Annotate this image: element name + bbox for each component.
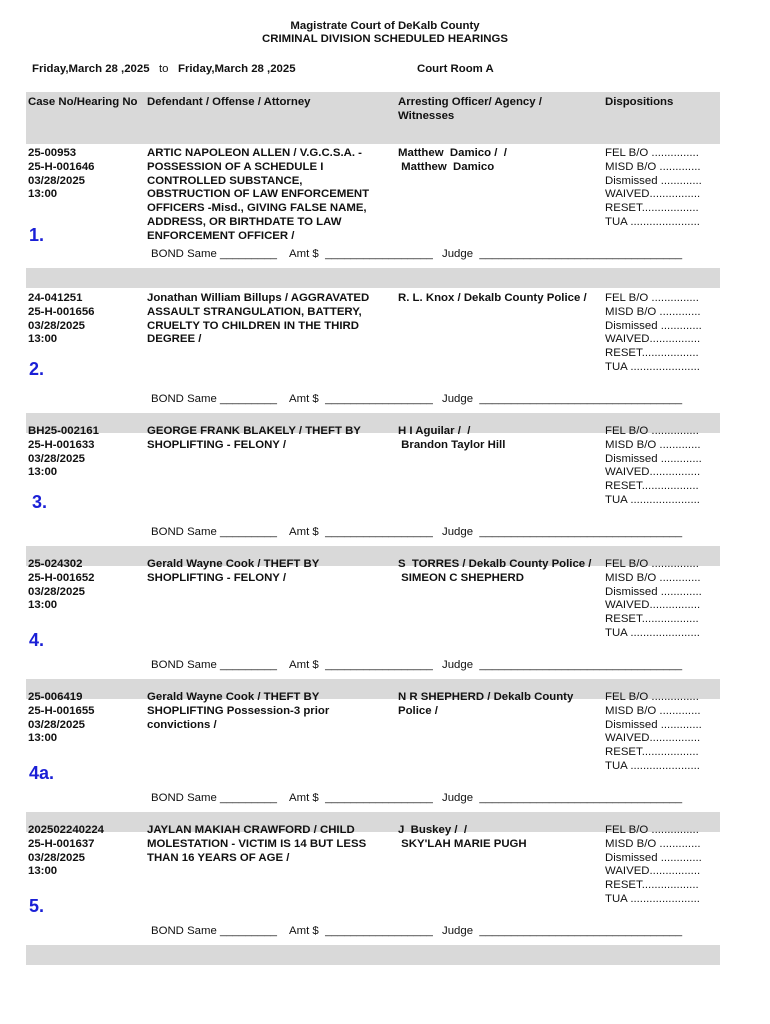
disposition-option: RESET.................. — [605, 613, 699, 626]
date-to-word: to — [159, 63, 169, 75]
amount-field: Amt $ _________________ — [289, 792, 433, 804]
case-number-annotation: 4a. — [29, 763, 55, 783]
disposition-option: WAIVED................ — [605, 865, 701, 878]
judge-field: Judge ________________________________ — [442, 925, 683, 937]
disposition-option: FEL B/O ............... — [605, 292, 699, 304]
disposition-option: RESET.................. — [605, 879, 699, 892]
row-separator — [26, 945, 720, 965]
arresting-officer: J Buskey / / SKY'LAH MARIE PUGH — [398, 824, 527, 850]
arresting-officer: R. L. Knox / Dekalb County Police / — [398, 292, 587, 304]
dispositions-list — [605, 292, 702, 375]
disposition-option: WAIVED................ — [605, 599, 701, 612]
col-header-defendant: Defendant / Offense / Attorney — [147, 96, 311, 108]
disposition-option: MISD B/O ............. — [605, 160, 701, 173]
case-info: 25-024302 25-H-001652 03/28/2025 13:00 — [28, 558, 95, 612]
disposition-option: Dismissed ............. — [605, 174, 702, 187]
amount-field: Amt $ _________________ — [289, 248, 433, 260]
defendant-offense: GEORGE FRANK BLAKELY / THEFT BY SHOPLIFTING - FELONY / — [147, 425, 361, 451]
case-info: 25-006419 25-H-001655 03/28/2025 13:00 — [28, 691, 95, 745]
row-separator — [26, 268, 720, 288]
case-info: 25-00953 25-H-001646 03/28/2025 13:00 — [28, 147, 95, 201]
disposition-option: FEL B/O ............... — [605, 691, 699, 703]
bond-field: BOND Same _________ — [151, 526, 278, 538]
disposition-option: WAIVED................ — [605, 732, 701, 745]
arresting-officer: N R SHEPHERD / Dekalb County Police / — [398, 691, 574, 717]
disposition-option: FEL B/O ............... — [605, 824, 699, 836]
defendant-offense: Gerald Wayne Cook / THEFT BY SHOPLIFTING Possession-3 prior convictions / — [147, 691, 330, 731]
bond-field: BOND Same _________ — [151, 925, 278, 937]
arresting-officer: S TORRES / Dekalb County Police / SIMEON C SHEPHERD — [398, 558, 592, 584]
defendant-offense: ARTIC NAPOLEON ALLEN / V.G.C.S.A. - POSSESSION OF A SCHEDULE I CONTROLLED SUBSTANCE, OBSTRUCTION OF LAW ENFORCEMENT OFFICERS -Misd., GIVING FALSE NAME, ADDRESS, OR BIRTHDATE TO LAW ENFORCEMENT OFFICER / — [147, 147, 370, 242]
col-header-case: Case No/Hearing No — [28, 96, 138, 108]
defendant-offense: Jonathan William Billups / AGGRAVATED ASSAULT STRANGULATION, BATTERY, CRUELTY TO CHILDREN IN THE THIRD DEGREE / — [147, 292, 370, 346]
disposition-option: Dismissed ............. — [605, 718, 702, 731]
disposition-option: MISD B/O ............. — [605, 837, 701, 850]
case-number-annotation: 1. — [29, 225, 45, 245]
disposition-option: TUA ...................... — [605, 493, 700, 506]
court-title: Magistrate Court of DeKalb County — [290, 20, 480, 32]
bond-field: BOND Same _________ — [151, 248, 278, 260]
dispositions-list — [605, 425, 702, 508]
amount-field: Amt $ _________________ — [289, 526, 433, 538]
arresting-officer: H I Aguilar / / Brandon Taylor Hill — [398, 425, 506, 451]
disposition-option: MISD B/O ............. — [605, 704, 701, 717]
disposition-option: MISD B/O ............. — [605, 571, 701, 584]
disposition-option: RESET.................. — [605, 347, 699, 360]
case-number-annotation: 4. — [29, 630, 45, 650]
amount-field: Amt $ _________________ — [289, 393, 433, 405]
disposition-option: RESET.................. — [605, 746, 699, 759]
amount-field: Amt $ _________________ — [289, 925, 433, 937]
case-info: 202502240224 25-H-001637 03/28/2025 13:00 — [28, 824, 105, 878]
disposition-option: RESET.................. — [605, 202, 699, 215]
case-number-annotation: 2. — [29, 359, 45, 379]
division-title: CRIMINAL DIVISION SCHEDULED HEARINGS — [262, 33, 508, 45]
disposition-option: WAIVED................ — [605, 188, 701, 201]
dispositions-list — [605, 558, 702, 641]
disposition-option: TUA ...................... — [605, 892, 700, 905]
case-info: BH25-002161 25-H-001633 03/28/2025 13:00 — [28, 425, 99, 479]
disposition-option: WAIVED................ — [605, 466, 701, 479]
judge-field: Judge ________________________________ — [442, 393, 683, 405]
date-to: Friday,March 28 ,2025 — [178, 63, 296, 75]
disposition-option: Dismissed ............. — [605, 851, 702, 864]
col-header-dispositions: Dispositions — [605, 96, 674, 108]
disposition-option: TUA ...................... — [605, 360, 700, 373]
disposition-option: Dismissed ............. — [605, 319, 702, 332]
disposition-option: WAIVED................ — [605, 333, 701, 346]
case-number-annotation: 5. — [29, 896, 45, 916]
bond-field: BOND Same _________ — [151, 659, 278, 671]
dispositions-list — [605, 691, 702, 774]
disposition-option: TUA ...................... — [605, 759, 700, 772]
judge-field: Judge ________________________________ — [442, 792, 683, 804]
bond-field: BOND Same _________ — [151, 393, 278, 405]
disposition-option: RESET.................. — [605, 480, 699, 493]
judge-field: Judge ________________________________ — [442, 659, 683, 671]
courtroom: Court Room A — [417, 63, 494, 75]
disposition-option: MISD B/O ............. — [605, 438, 701, 451]
disposition-option: TUA ...................... — [605, 626, 700, 639]
disposition-option: Dismissed ............. — [605, 585, 702, 598]
dispositions-list — [605, 824, 702, 907]
dispositions-list — [605, 147, 702, 230]
arresting-officer: Matthew Damico / / Matthew Damico — [398, 147, 507, 173]
case-number-annotation: 3. — [32, 492, 48, 512]
bond-field: BOND Same _________ — [151, 792, 278, 804]
disposition-option: FEL B/O ............... — [605, 558, 699, 570]
disposition-option: Dismissed ............. — [605, 452, 702, 465]
disposition-option: TUA ...................... — [605, 215, 700, 228]
defendant-offense: JAYLAN MAKIAH CRAWFORD / CHILD MOLESTATION - VICTIM IS 14 BUT LESS THAN 16 YEARS OF AGE / — [147, 824, 367, 864]
date-from: Friday,March 28 ,2025 — [32, 63, 150, 75]
judge-field: Judge ________________________________ — [442, 526, 683, 538]
disposition-option: FEL B/O ............... — [605, 425, 699, 437]
col-header-officer: Arresting Officer/ Agency / Witnesses — [398, 96, 542, 122]
judge-field: Judge ________________________________ — [442, 248, 683, 260]
defendant-offense: Gerald Wayne Cook / THEFT BY SHOPLIFTING - FELONY / — [147, 558, 320, 584]
case-info: 24-041251 25-H-001656 03/28/2025 13:00 — [28, 292, 95, 346]
disposition-option: MISD B/O ............. — [605, 305, 701, 318]
disposition-option: FEL B/O ............... — [605, 147, 699, 159]
amount-field: Amt $ _________________ — [289, 659, 433, 671]
